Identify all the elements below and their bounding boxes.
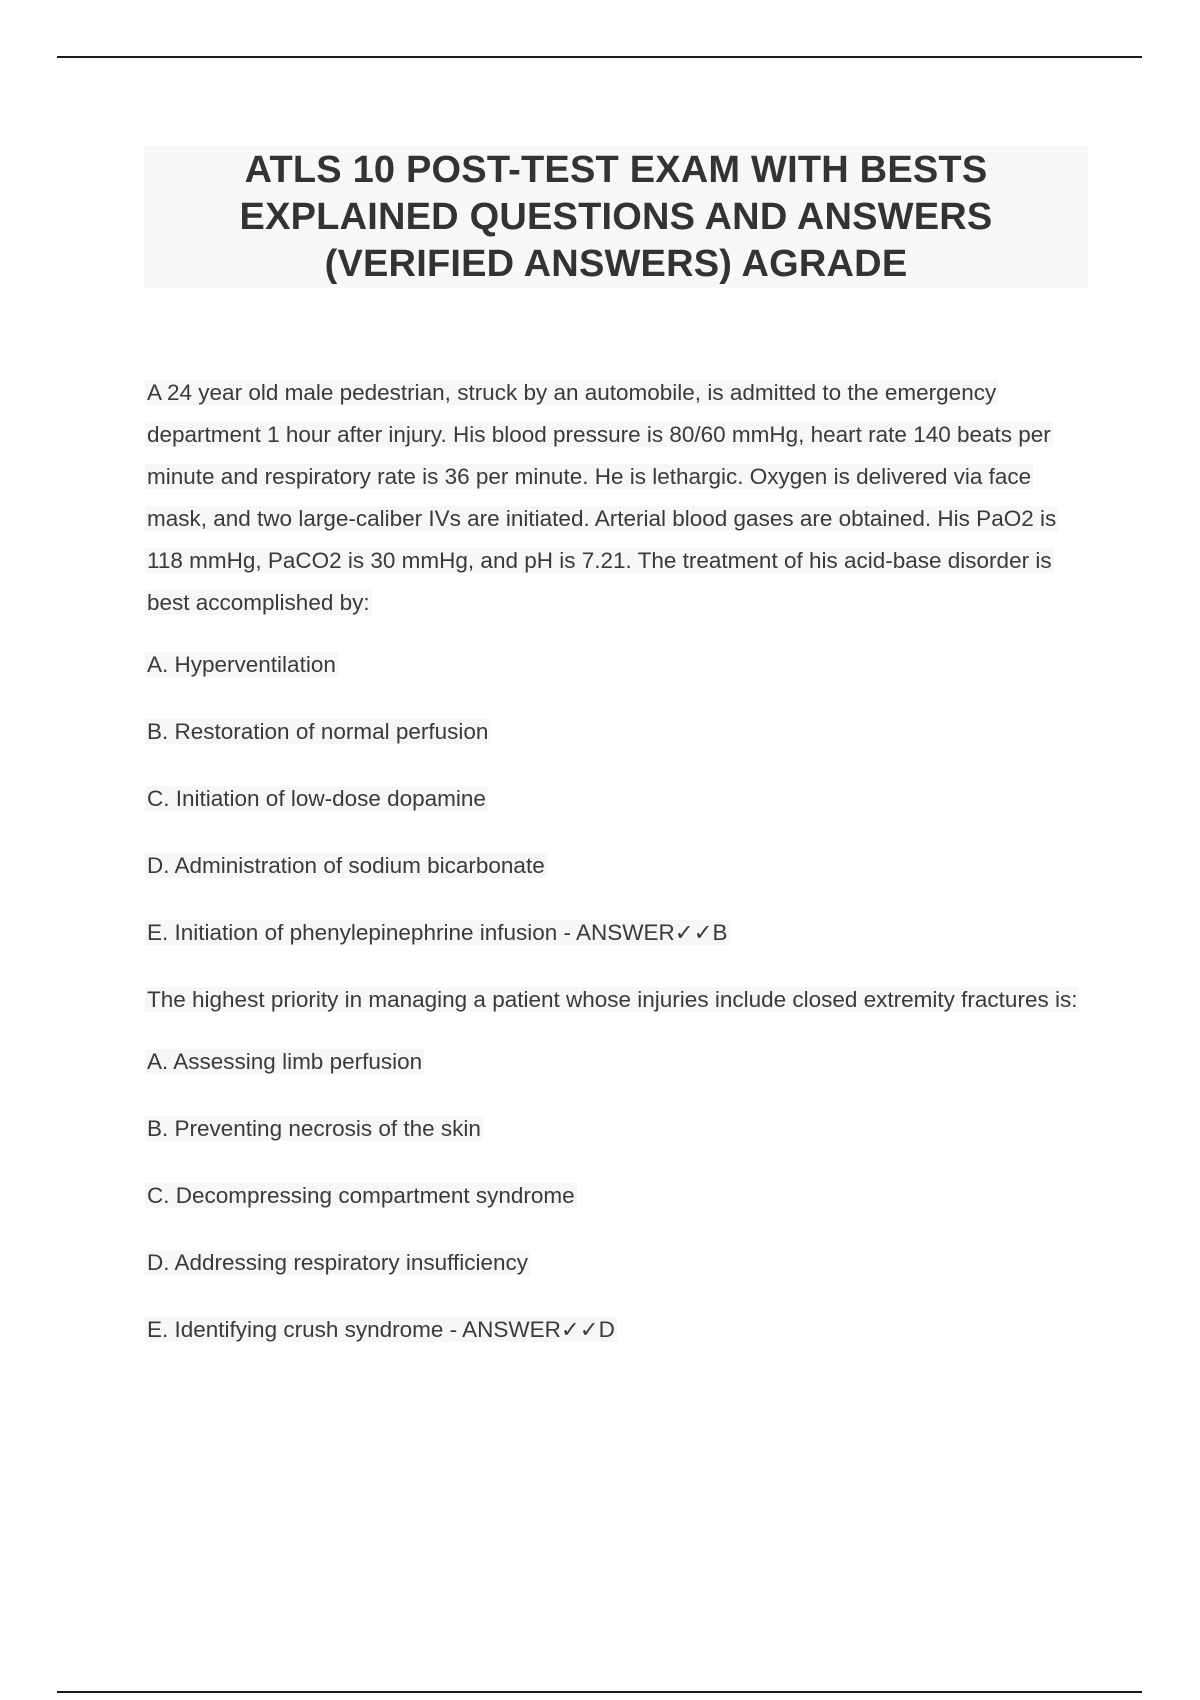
option-text: C. Decompressing compartment syndrome: [147, 1183, 575, 1208]
option-text: C. Initiation of low-dose dopamine: [147, 786, 486, 811]
question-1-option-d: [145, 845, 1095, 886]
question-2-option-c: [145, 1175, 1095, 1216]
option-text: E. Initiation of phenylepinephrine infusion - ANSWER✓✓B: [147, 920, 728, 945]
option-text: E. Identifying crush syndrome - ANSWER✓✓D: [147, 1317, 615, 1342]
question-2-option-a: [145, 1041, 1095, 1082]
question-1-option-a: [145, 644, 1095, 685]
question-1-stem: [145, 372, 1095, 624]
option-text: A. Hyperventilation: [147, 652, 336, 677]
question-2-option-d: [145, 1242, 1095, 1283]
option-text: A. Assessing limb perfusion: [147, 1049, 423, 1074]
option-text: D. Administration of sodium bicarbonate: [147, 853, 545, 878]
question-2-option-e-answer: [145, 1309, 1095, 1350]
title-block: [144, 146, 1088, 288]
question-2-option-b: [145, 1108, 1095, 1149]
question-text: The highest priority in managing a patient whose injuries include closed extremity fractures is:: [147, 987, 1078, 1012]
option-text: D. Addressing respiratory insufficiency: [147, 1250, 529, 1275]
option-text: B. Restoration of normal perfusion: [147, 719, 489, 744]
question-1-option-c: [145, 778, 1095, 819]
document-body: [145, 372, 1095, 1376]
option-text: B. Preventing necrosis of the skin: [147, 1116, 481, 1141]
footer-rule: [57, 1691, 1142, 1693]
question-1-option-e-answer: [145, 912, 1095, 953]
header-rule: [57, 56, 1142, 58]
question-text: A 24 year old male pedestrian, struck by an automobile, is admitted to the emergency department 1 hour after injury. His blood pressure is 80/60 mmHg, heart rate 140 beats per minute and respiratory rate is 36 per minute. He is lethargic. Oxygen is delivered via face mask, and two large-caliber IVs are initiated. Arterial blood gases are obtained. His PaO2 is 118 mmHg, PaCO2 is 30 mmHg, and pH is 7.21. The treatment of his acid-base disorder is best accomplished by:: [147, 380, 1057, 615]
document-title: ATLS 10 POST-TEST EXAM WITH BESTS EXPLAINED QUESTIONS AND ANSWERS (VERIFIED ANSWERS) AGRADE: [239, 148, 993, 285]
question-1-option-b: [145, 711, 1095, 752]
question-2-stem: [145, 979, 1095, 1021]
